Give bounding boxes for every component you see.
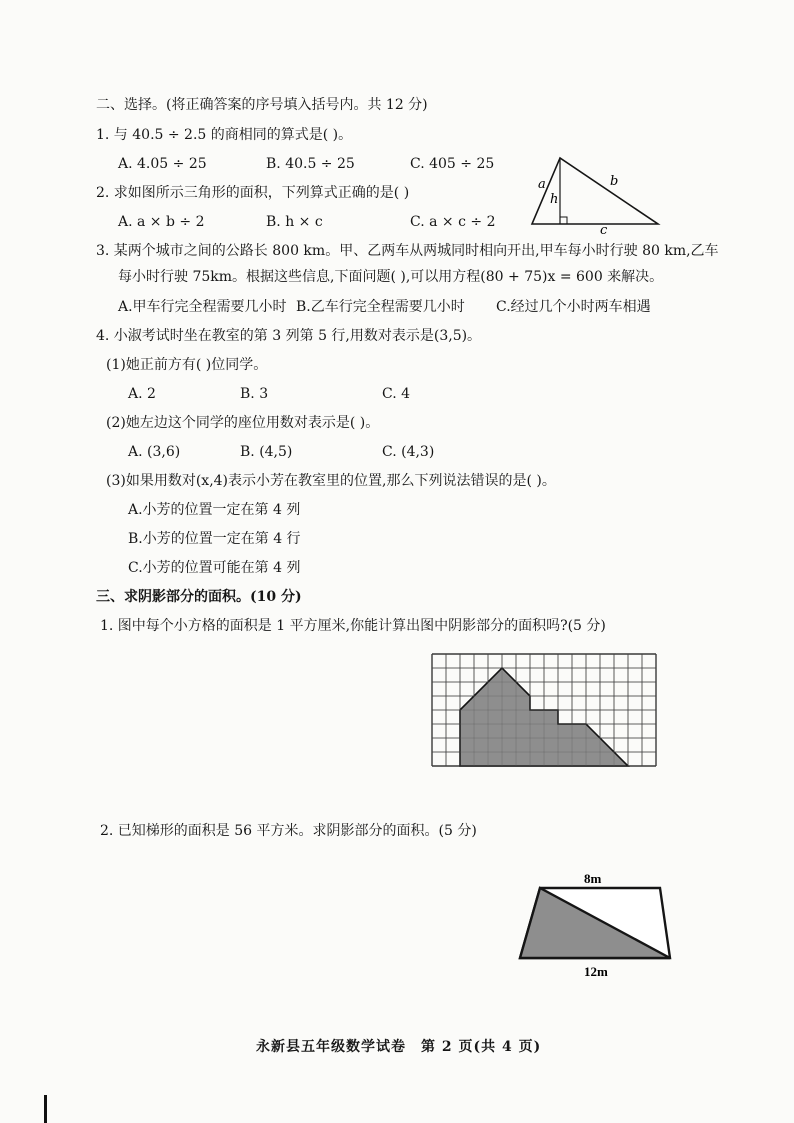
q4-part3-option-a: A.小芳的位置一定在第 4 列	[128, 502, 301, 518]
q4-part2-option-a: A. (3,6)	[128, 444, 181, 460]
triangle-label-c: c	[600, 223, 608, 238]
trapezoid-bottom-label: 12m	[584, 964, 608, 979]
q2-stem: 2. 求如图所示三角形的面积，下列算式正确的是( )	[96, 185, 410, 201]
q2-option-c: C. a × c ÷ 2	[410, 214, 496, 230]
q1-option-a: A. 4.05 ÷ 25	[118, 156, 207, 172]
page-footer: 永新县五年级数学试卷 第 2 页(共 4 页)	[256, 1039, 542, 1055]
trapezoid-figure	[510, 868, 680, 980]
section3-title: 三、求阴影部分的面积。(10 分)	[96, 589, 302, 605]
section2-title: 二、选择。(将正确答案的序号填入括号内。共 12 分)	[96, 97, 428, 113]
q4-part2-option-b: B. (4,5)	[240, 444, 293, 460]
q3-option-c: C.经过几个小时两车相遇	[496, 299, 651, 315]
trapezoid-top-label: 8m	[584, 871, 602, 886]
q1-option-c: C. 405 ÷ 25	[410, 156, 495, 172]
q4-part2-option-c: C. (4,3)	[382, 444, 435, 460]
q4-part2: (2)她左边这个同学的座位用数对表示是( )。	[106, 415, 380, 431]
triangle-label-a: a	[538, 177, 546, 192]
triangle-label-h: h	[550, 192, 559, 207]
s3-q2-stem: 2. 已知梯形的面积是 56 平方米。求阴影部分的面积。(5 分)	[100, 823, 477, 839]
s3-q1-stem: 1. 图中每个小方格的面积是 1 平方厘米,你能计算出图中阴影部分的面积吗?(5 分)	[100, 618, 606, 634]
q4-part3-option-c: C.小芳的位置可能在第 4 列	[128, 560, 301, 576]
triangle-label-b: b	[610, 174, 619, 189]
grid-figure	[430, 652, 665, 772]
q1-option-b: B. 40.5 ÷ 25	[266, 156, 355, 172]
q3-line2: 每小时行驶 75km。根据这些信息,下面问题( ),可以用方程(80 + 75)x = 600 来解决。	[118, 269, 664, 285]
q4-part1-option-c: C. 4	[382, 386, 411, 402]
q4-part3: (3)如果用数对(x,4)表示小芳在教室里的位置,那么下列说法错误的是( )。	[106, 473, 556, 489]
q3-option-b: B.乙车行完全程需要几小时	[296, 299, 465, 315]
q4-stem: 4. 小淑考试时坐在教室的第 3 列第 5 行,用数对表示是(3,5)。	[96, 328, 482, 344]
q2-option-a: A. a × b ÷ 2	[118, 214, 205, 230]
q2-option-b: B. h × c	[266, 214, 323, 230]
q1-stem: 1. 与 40.5 ÷ 2.5 的商相同的算式是( )。	[96, 127, 353, 143]
q4-part1-option-b: B. 3	[240, 386, 269, 402]
triangle-figure	[520, 150, 670, 238]
q4-part1-option-a: A. 2	[128, 386, 156, 402]
q4-part3-option-b: B.小芳的位置一定在第 4 行	[128, 531, 301, 547]
q4-part1: (1)她正前方有( )位同学。	[106, 357, 268, 373]
scan-edge-mark	[44, 1095, 47, 1123]
q3-line1: 3. 某两个城市之间的公路长 800 km。甲、乙两车从两城同时相向开出,甲车每小时行驶 80 km,乙车	[96, 243, 719, 259]
q3-option-a: A.甲车行完全程需要几小时	[118, 299, 287, 315]
